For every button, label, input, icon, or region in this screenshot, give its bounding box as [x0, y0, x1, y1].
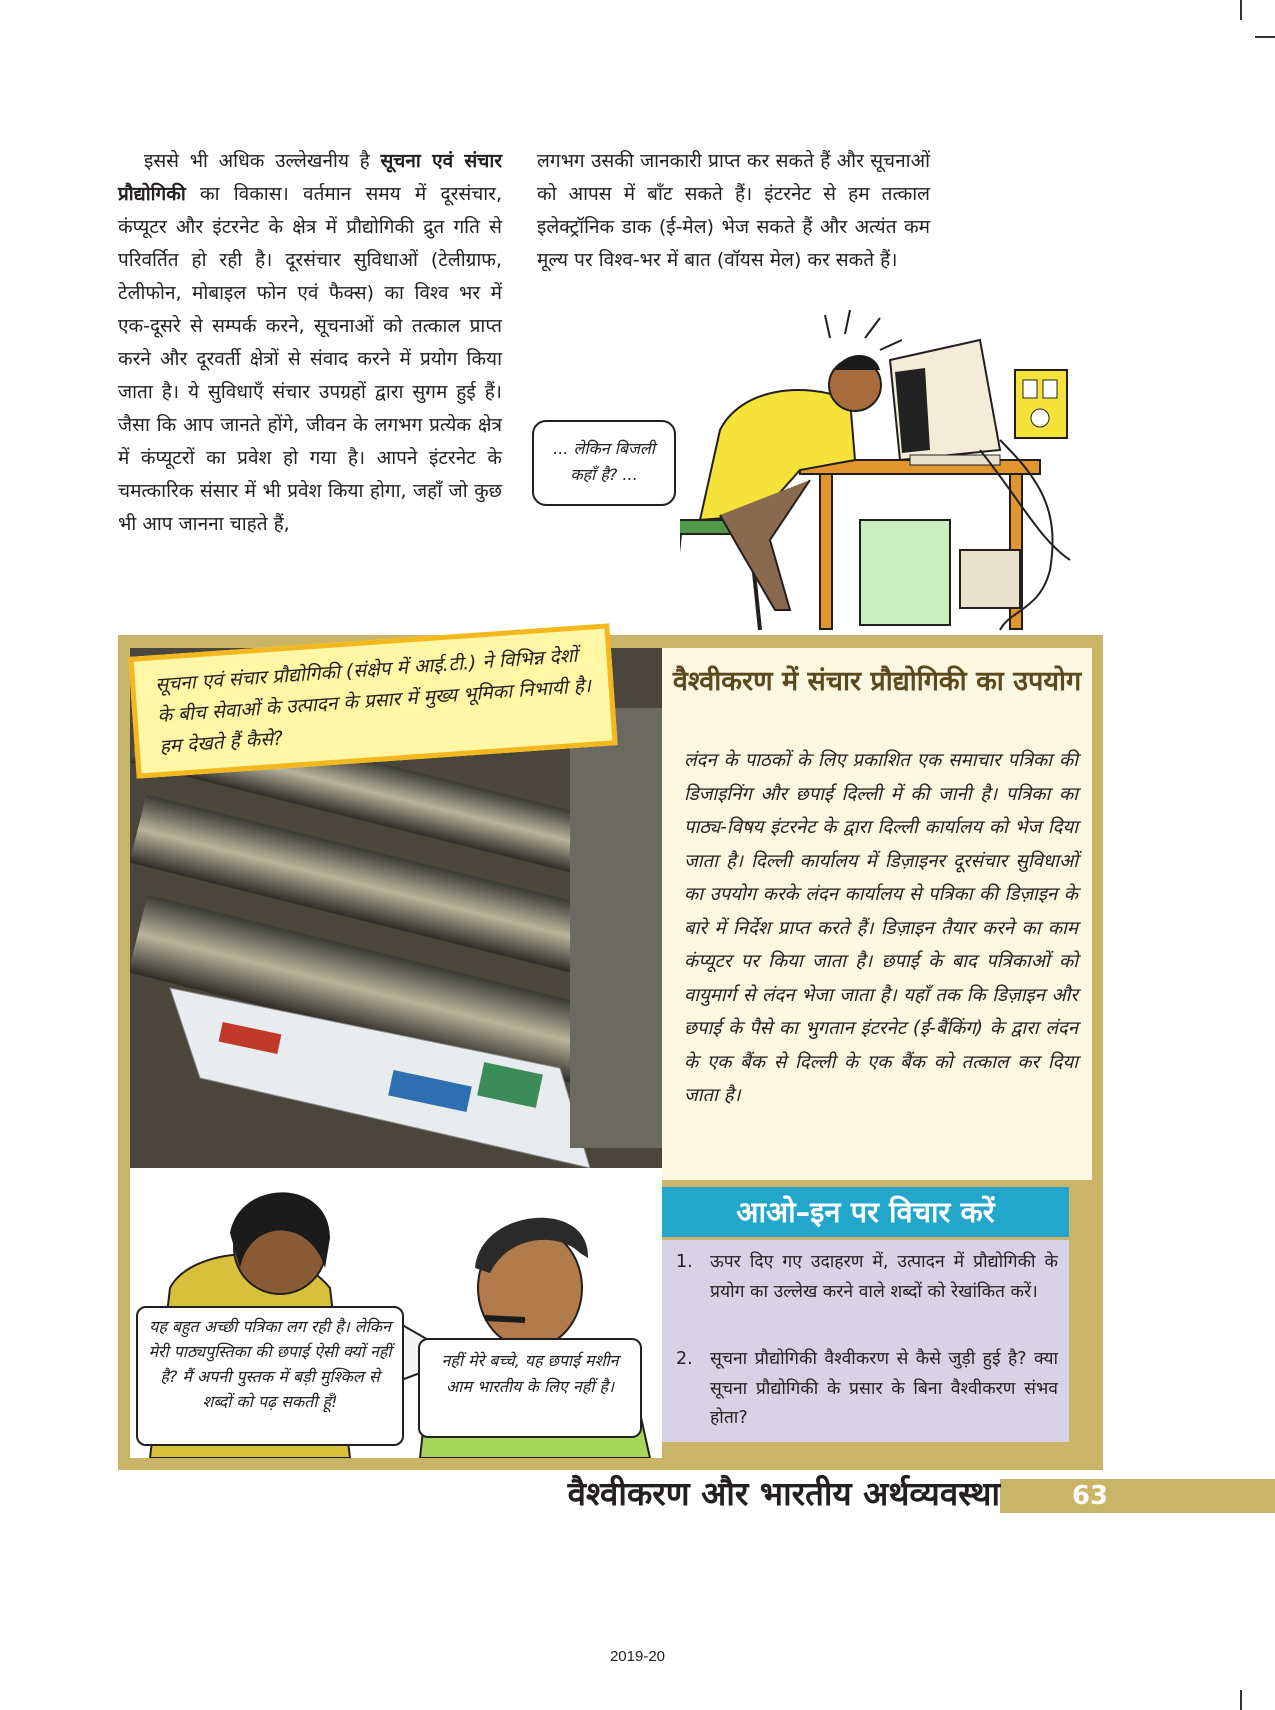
- info-box: [662, 648, 1092, 1180]
- crop-mark-bottom: [1240, 1690, 1242, 1710]
- chapter-title: वैश्वीकरण और भारतीय अर्थव्यवस्था: [567, 1474, 1000, 1513]
- edition-year: 2019-20: [609, 1648, 666, 1665]
- caption-text: सूचना एवं संचार प्रौद्योगिकी (संक्षेप में आई.टी.) ने विभिन्न देशों के बीच सेवाओं के उत्पादन के प्रसार में मुख्य भूमिका निभायी है। हम देखते हैं कैसे?: [154, 644, 592, 758]
- crop-mark-top: [1240, 0, 1242, 20]
- computer-speech-bubble: [532, 420, 676, 506]
- question-item: [676, 1248, 1058, 1307]
- bold-term: सूचना एवं संचार प्रौद्योगिकी: [118, 150, 503, 205]
- right-column-paragraph: लगभग उसकी जानकारी प्राप्त कर सकते हैं और सूचनाओं को आपस में बाँट सकते हैं। इंटरनेट से हम तत्काल इलेक्ट्रॉनिक डाक (ई-मेल) भेज सकते हैं और अत्यंत कम मूल्य पर विश्व-भर में बात (वॉयस मेल) कर सकते हैं।: [537, 150, 930, 271]
- question-text: ऊपर दिए गए उदाहरण में, उत्पादन में प्रौद्योगिकी के प्रयोग का उल्लेख करने वाले शब्दों को रेखांकित करें।: [710, 1252, 1058, 1302]
- footer-bar: [1000, 1479, 1275, 1513]
- think-banner: [662, 1187, 1069, 1237]
- info-box-title: वैश्वीकरण में संचार प्रौद्योगिकी का उपयोग: [672, 666, 1082, 697]
- info-box-body: लंदन के पाठकों के लिए प्रकाशित एक समाचार पत्रिका की डिजाइनिंग और छपाई दिल्ली में की जानी है। पत्रिका का पाठ्य-विषय इंटरनेट के द्वारा दिल्ली कार्यालय को भेज दिया जाता है। दिल्ली कार्यालय में डिज़ाइनर दूरसंचार सुविधाओं का उपयोग करके लंदन कार्यालय से पत्रिका की डिज़ाइन के बारे में निर्देश प्राप्त करते हैं। डिज़ाइन तैयार करने का काम कंप्यूटर पर किया जाता है। छपाई के बाद पत्रिकाओं को वायुमार्ग से लंदन भेजा जाता है। यहाँ तक कि डिज़ाइन और छपाई के पैसे का भुगतान इंटरनेट (ई-बैंकिंग) के द्वारा लंदन के एक बैंक से दिल्ली के एक बैंक को तत्काल कर दिया जाता है।: [684, 750, 1079, 1106]
- computer-frustration-illustration: [680, 310, 1080, 640]
- questions-box: [662, 1240, 1069, 1442]
- crop-mark-right: [1255, 36, 1275, 38]
- question-number: 2.: [676, 1349, 693, 1369]
- girl-bubble-text: यह बहुत अच्छी पत्रिका लग रही है। लेकिन मेरी पाठ्यपुस्तिका की छपाई ऐसी क्यों नहीं है? मैं अपनी पुस्तक में बड़ी मुश्किल से शब्दों को पढ़ सकती हूँ!: [148, 1317, 392, 1411]
- man-bubble-text: नहीं मेरे बच्चे, यह छपाई मशीन आम भारतीय के लिए नहीं है।: [441, 1351, 619, 1396]
- computer-bubble-text: ... लेकिन बिजली कहाँ है? ...: [553, 439, 655, 484]
- think-title: आओ–इन पर विचार करें: [736, 1195, 995, 1229]
- question-number: 1.: [676, 1252, 693, 1272]
- page-number: 63: [1071, 1481, 1109, 1511]
- question-item: [676, 1345, 1058, 1434]
- question-text: सूचना प्रौद्योगिकी वैश्वीकरण से कैसे जुड़ी हुई है? क्या सूचना प्रौद्योगिकी के प्रसार के बिना वैश्वीकरण संभव होता?: [710, 1349, 1058, 1428]
- man-speech-bubble: [418, 1338, 642, 1438]
- left-column-paragraph: इससे भी अधिक उल्लेखनीय है सूचना एवं संचार प्रौद्योगिकी का विकास। वर्तमान समय में दूरसंचार, कंप्यूटर और इंटरनेट के क्षेत्र में प्रौद्योगिकी द्रुत गति से परिवर्तित हो रही है। दूरसंचार सुविधाओं (टेलीग्राफ, टेलीफोन, मोबाइल फोन एवं फैक्स) का विश्व भर में एक-दूसरे से सम्पर्क करने, सूचनाओं को तत्काल प्राप्त करने और दूरवर्ती क्षेत्रों से संवाद करने में प्रयोग किया जाता है। ये सुविधाएँ संचार उपग्रहों द्वारा सुगम हुई हैं। जैसा कि आप जानते होंगे, जीवन के लगभग प्रत्येक क्षेत्र में कंप्यूटरों का प्रवेश हो गया है। आपने इंटरनेट के चमत्कारिक संसार में भी प्रवेश किया होगा, जहाँ जो कुछ भी आप जानना चाहते हैं,: [118, 150, 503, 535]
- girl-speech-bubble: [136, 1306, 404, 1446]
